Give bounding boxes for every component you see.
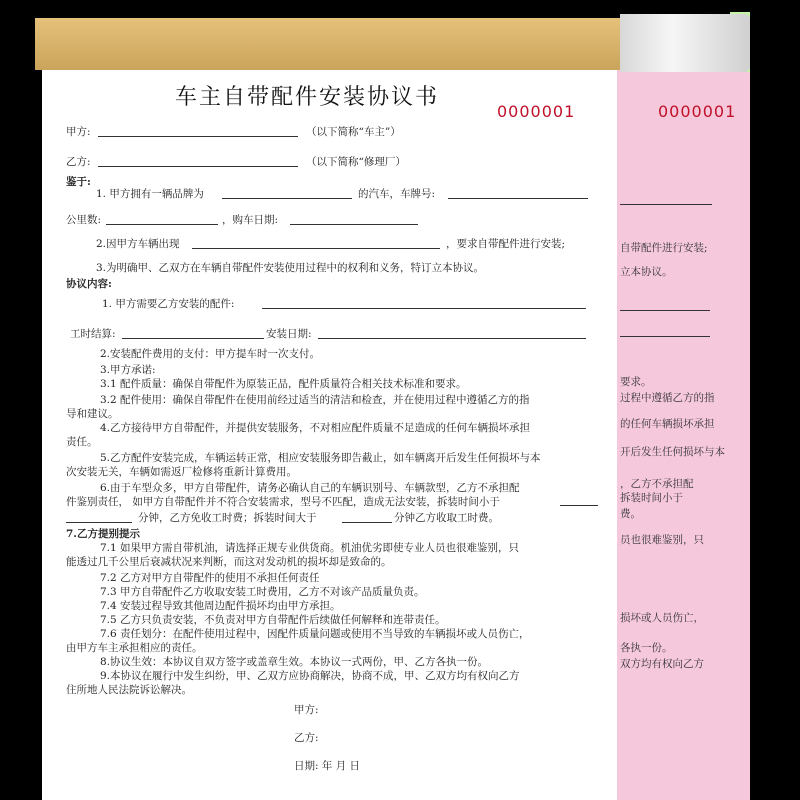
notice-7-6: 7.6 责任划分：在配件使用过程中，因配件质量问题或使用不当导致的车辆损坏或人员伤亡， bbox=[100, 628, 530, 640]
pad-binding bbox=[35, 18, 635, 70]
copy-serial-number: 0000001 bbox=[658, 102, 737, 121]
content-item4-cont: 责任。 bbox=[66, 436, 98, 448]
labor-fee-field[interactable] bbox=[122, 338, 264, 339]
content-item5: 5.乙方配件安装完成，车辆运转正常，相应安装服务即告截止，如车辆离开后发生任何损坏与本 bbox=[100, 452, 541, 464]
notice-7-5: 7.5 乙方只负责安装，不负责对甲方自带配件后续做任何解释和连带责任。 bbox=[100, 614, 446, 626]
mileage-label: 公里数: bbox=[66, 214, 102, 226]
mileage-field[interactable] bbox=[106, 224, 218, 225]
whereas-item1-a: 1. 甲方拥有一辆品牌为 bbox=[96, 188, 204, 200]
serial-number: 0000001 bbox=[497, 102, 576, 121]
install-date-field[interactable] bbox=[318, 338, 586, 339]
party-a-note: （以下简称“车主”） bbox=[306, 126, 401, 138]
whereas-heading: 鉴于: bbox=[66, 176, 91, 188]
notice-7-2: 7.2 乙方对甲方自带配件的使用不承担任何责任 bbox=[100, 572, 320, 584]
copy-line bbox=[620, 336, 710, 337]
copy-text: 开后发生任何损坏与本 bbox=[620, 446, 725, 458]
copy-text: 费。 bbox=[620, 508, 641, 520]
content-item3-2-cont: 导和建议。 bbox=[66, 408, 119, 420]
pad-binding-edge bbox=[620, 14, 750, 72]
notice-7-3: 7.3 甲方自带配件乙方收取安装工时费用，乙方不对该产品质量负责。 bbox=[100, 586, 425, 598]
copy-line bbox=[620, 310, 710, 311]
whereas-item2-a: 2.因甲方车辆出现 bbox=[96, 238, 180, 250]
content-item6: 6.由于车型众多，甲方自带配件，请务必确认自己的车辆识别号、车辆款型，乙方不承担配 bbox=[100, 482, 520, 494]
content-item1: 1. 甲方需要乙方安装的配件: bbox=[102, 298, 235, 310]
content-item2: 2.安装配件费用的支付：甲方提车时一次支付。 bbox=[100, 348, 321, 360]
content-item6-d: 分钟乙方收取工时费。 bbox=[394, 512, 499, 524]
notice-9-cont: 住所地人民法院诉讼解决。 bbox=[66, 684, 192, 696]
content-item5-cont: 次安装无关，车辆如需返厂检修将重新计算费用。 bbox=[66, 466, 297, 478]
purchase-date-field[interactable] bbox=[290, 224, 418, 225]
whereas-item1-b: 的汽车，车牌号: bbox=[358, 188, 436, 200]
notice-8: 8.协议生效：本协议自双方签字或盖章生效。本协议一式两份，甲、乙方各执一份。 bbox=[100, 656, 489, 668]
purchase-date-label: ，购车日期: bbox=[222, 214, 279, 226]
copy-text: 员也很难鉴别，只 bbox=[620, 534, 704, 546]
party-a-label: 甲方: bbox=[66, 126, 91, 138]
copy-text: 双方均有权向乙方 bbox=[620, 658, 704, 670]
notice-9: 9.本协议在履行中发生纠纷，甲、乙双方应协商解决，协商不成，甲、乙双方均有权向乙方 bbox=[100, 670, 520, 682]
whereas-item2-b: ，要求自带配件进行安装; bbox=[446, 238, 566, 250]
party-b-label: 乙方: bbox=[66, 156, 91, 168]
notice-heading: 7.乙方提别提示 bbox=[66, 528, 140, 540]
copy-text: ，乙方不承担配 bbox=[620, 478, 694, 490]
party-b-field[interactable] bbox=[98, 166, 298, 167]
install-date-label: 安装日期: bbox=[266, 328, 312, 340]
min-time-field[interactable] bbox=[560, 505, 598, 506]
copy-text: 立本协议。 bbox=[620, 266, 673, 278]
content-item6-c: 分钟，乙方免收工时费；拆装时间大于 bbox=[138, 512, 317, 524]
copy-text: 损坏或人员伤亡， bbox=[620, 612, 704, 624]
copy-text: 的任何车辆损坏承担 bbox=[620, 418, 715, 430]
content-heading: 协议内容: bbox=[66, 278, 112, 290]
car-brand-field[interactable] bbox=[222, 198, 352, 199]
copy-text: 要求。 bbox=[620, 376, 652, 388]
copy-text: 过程中遵循乙方的指 bbox=[620, 392, 715, 404]
content-item4: 4.乙方接待甲方自带配件，并提供安装服务，不对相应配件质量不足造成的任何车辆损坏承担 bbox=[100, 422, 531, 434]
signature-party-a: 甲方: bbox=[294, 704, 319, 716]
notice-7-1-cont: 能透过几千公里后衰减状况来判断，而这对发动机的损坏却是致命的。 bbox=[66, 556, 392, 568]
copy-text: 自带配件进行安装; bbox=[620, 242, 708, 254]
whereas-item3: 3.为明确甲、乙双方在车辆自带配件安装使用过程中的权利和义务，特订立本协议。 bbox=[96, 262, 485, 274]
parts-field[interactable] bbox=[262, 308, 586, 309]
party-b-note: （以下简称“修理厂） bbox=[306, 156, 406, 168]
plate-number-field[interactable] bbox=[448, 198, 588, 199]
content-item3: 3.甲方承诺: bbox=[100, 364, 156, 376]
copy-line bbox=[620, 204, 712, 205]
notice-7-6-cont: 由甲方车主承担相应的责任。 bbox=[66, 642, 203, 654]
notice-7-4: 7.4 安装过程导致其他周边配件损坏均由甲方承担。 bbox=[100, 600, 341, 612]
content-item6-cont: 件鉴别责任， 如甲方自带配件并不符合安装需求，型号不匹配，造成无法安装，拆装时间小于 bbox=[66, 496, 500, 508]
copy-text: 拆装时间小于 bbox=[620, 492, 683, 504]
notice-7-1: 7.1 如果甲方需自带机油，请选择正规专业供货商。机油优劣即使专业人员也很难鉴别，只 bbox=[100, 542, 520, 554]
max-time-field[interactable] bbox=[342, 522, 392, 523]
signature-date: 日期: 年 月 日 bbox=[294, 760, 361, 772]
content-item3-2: 3.2 配件使用：确保自带配件在使用前经过适当的清洁和检查，并在使用过程中遵循乙方的指 bbox=[100, 394, 530, 406]
document-title: 车主自带配件安装协议书 bbox=[175, 85, 440, 110]
min-time-field-2[interactable] bbox=[66, 522, 132, 523]
content-item3-1: 3.1 配件质量：确保自带配件为原装正品，配件质量符合相关技术标准和要求。 bbox=[100, 378, 467, 390]
labor-fee-label: 工时结算: bbox=[70, 328, 116, 340]
copy-text: 各执一份。 bbox=[620, 642, 673, 654]
issue-field[interactable] bbox=[192, 248, 440, 249]
party-a-field[interactable] bbox=[98, 136, 298, 137]
signature-party-b: 乙方: bbox=[294, 732, 319, 744]
